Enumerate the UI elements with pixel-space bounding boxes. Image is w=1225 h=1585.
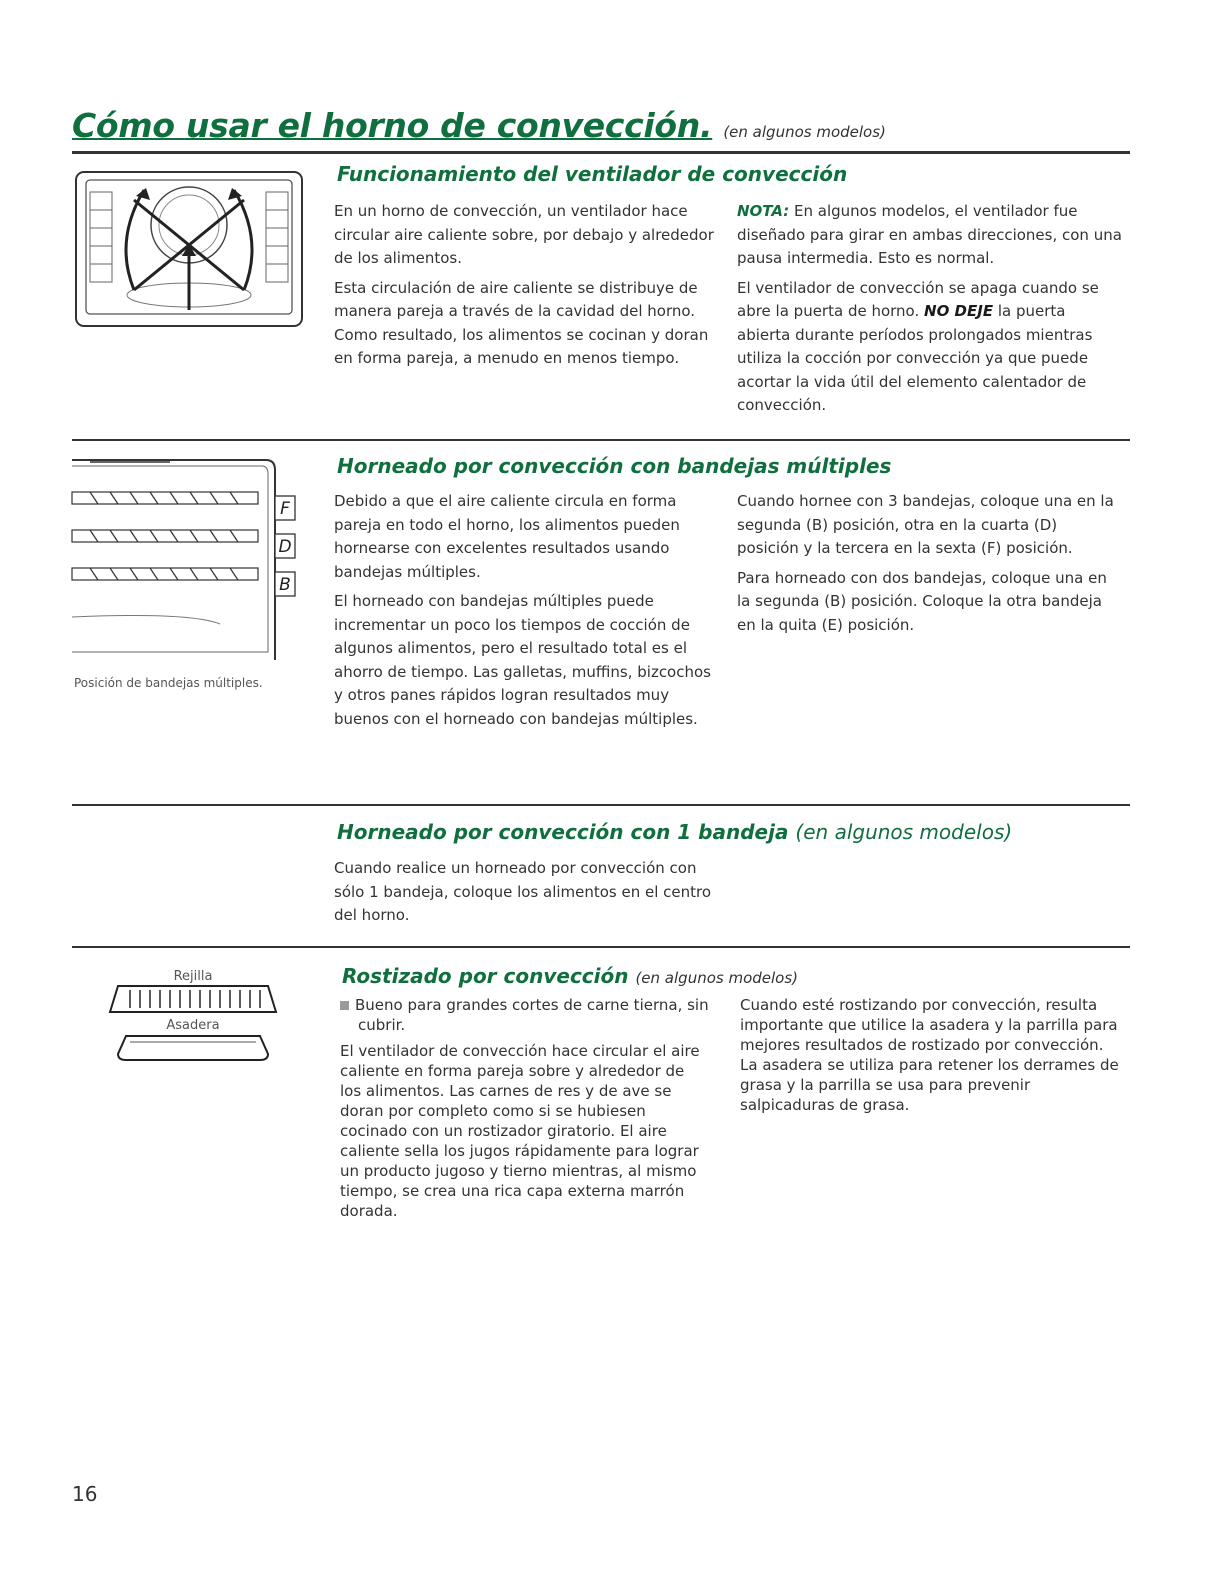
section-title-text: Horneado por convección con 1 bandeja	[337, 820, 789, 844]
section-title-single-rack	[337, 820, 1012, 844]
page-title	[72, 106, 1130, 154]
section-subtitle: (en algunos modelos)	[635, 969, 799, 987]
section-fan-left-column	[334, 200, 719, 377]
section-fan-right-column	[737, 200, 1122, 424]
bullet-item	[340, 995, 710, 1035]
section-subtitle: (en algunos modelos)	[795, 820, 1013, 844]
section-divider	[72, 946, 1130, 948]
section-title-text: Rostizado por convección	[342, 964, 629, 988]
rack-label-b: B	[279, 575, 291, 595]
section-roast-right-column	[740, 995, 1125, 1121]
paragraph: Cuando realice un horneado por convección con sólo 1 bandeja, coloque los alimentos en el centro del horno.	[334, 859, 712, 924]
section-divider	[72, 804, 1130, 806]
paragraph: El ventilador de convección hace circular el aire caliente en forma pareja sobre y alrededor de los alimentos. Las carnes de res y de ave se doran por completo como si se hubiesen cocinado con un rostizador giratorio. El aire caliente sella los jugos rápidamente para lograr un producto jugoso y tierno mientras, al mismo tiempo, se crea una rica capa externa marrón dorada.	[340, 1042, 700, 1220]
rack-label-f: F	[280, 499, 290, 519]
warning-paragraph	[737, 277, 1122, 418]
note-text: En algunos modelos, el ventilador fue diseñado para girar en ambas direcciones, con una pausa intermedia. Esto es normal.	[737, 202, 1122, 267]
section-divider	[72, 439, 1130, 441]
note-paragraph	[737, 200, 1122, 271]
section-single-rack-text	[334, 857, 719, 934]
note-label: NOTA:	[737, 202, 790, 220]
section-title-multi-rack: Horneado por convección con bandejas múltiples	[337, 454, 892, 478]
paragraph: En un horno de convección, un ventilador hace circular aire caliente sobre, por debajo y alrededor de los alimentos.	[334, 202, 714, 267]
figure-label-pan: Asadera	[166, 1018, 220, 1033]
bullet-square-icon	[340, 1001, 349, 1010]
section-title-fan: Funcionamiento del ventilador de convección	[337, 162, 848, 186]
paragraph-text: la puerta abierta durante períodos prolongados mientras utiliza la cocción por convección ya que puede acortar la vida útil del elemento calentador de convección.	[737, 302, 1093, 414]
warning-emphasis: NO DEJE	[924, 302, 994, 320]
rack-positions-illustration	[70, 452, 300, 664]
page-title-subtitle: (en algunos modelos)	[723, 123, 886, 141]
paragraph: Cuando hornee con 3 bandejas, coloque una en la segunda (B) posición, otra en la cuarta (D) posición y la tercera en la sexta (F) posición.	[737, 492, 1114, 557]
paragraph: Cuando esté rostizando por convección, resulta importante que utilice la asadera y la parrilla para mejores resultados de rostizado por convección. La asadera se utiliza para retener los derrames de grasa y la parrilla se usa para prevenir salpicaduras de grasa.	[740, 996, 1119, 1114]
figure-caption: Posición de bandejas múltiples.	[74, 676, 263, 690]
convection-fan-illustration	[74, 170, 304, 328]
rack-label-d: D	[278, 537, 292, 557]
paragraph: El horneado con bandejas múltiples puede incrementar un poco los tiempos de cocción de algunos alimentos, pero el resultado total es el ahorro de tiempo. Las galletas, muffins, bizcochos y otros panes rápidos logran resultados muy buenos con el horneado con bandejas múltiples.	[334, 592, 711, 728]
section-multi-rack-left-column	[334, 490, 719, 737]
section-multi-rack-right-column	[737, 490, 1122, 643]
paragraph-text: El ventilador de convección se apaga cuando se abre la puerta de horno.	[737, 278, 1099, 320]
page-number: 16	[72, 1482, 98, 1506]
bullet-text: Bueno para grandes cortes de carne tierna, sin cubrir.	[355, 996, 709, 1034]
page-title-text: Cómo usar el horno de convección.	[72, 106, 713, 145]
section-roast-left-column	[340, 995, 710, 1227]
figure-label-rack: Rejilla	[173, 969, 213, 984]
broiler-pan-illustration	[78, 964, 303, 1064]
section-title-roast	[342, 964, 798, 988]
paragraph: Debido a que el aire caliente circula en forma pareja en todo el horno, los alimentos pueden hornearse con excelentes resultados usando bandejas múltiples.	[334, 492, 680, 581]
paragraph: Para horneado con dos bandejas, coloque una en la segunda (B) posición. Coloque la otra bandeja en la quita (E) posición.	[737, 568, 1107, 634]
paragraph: Esta circulación de aire caliente se distribuye de manera pareja a través de la cavidad del horno. Como resultado, los alimentos se cocinan y doran en forma pareja, a menudo en menos tiempo.	[334, 278, 709, 367]
